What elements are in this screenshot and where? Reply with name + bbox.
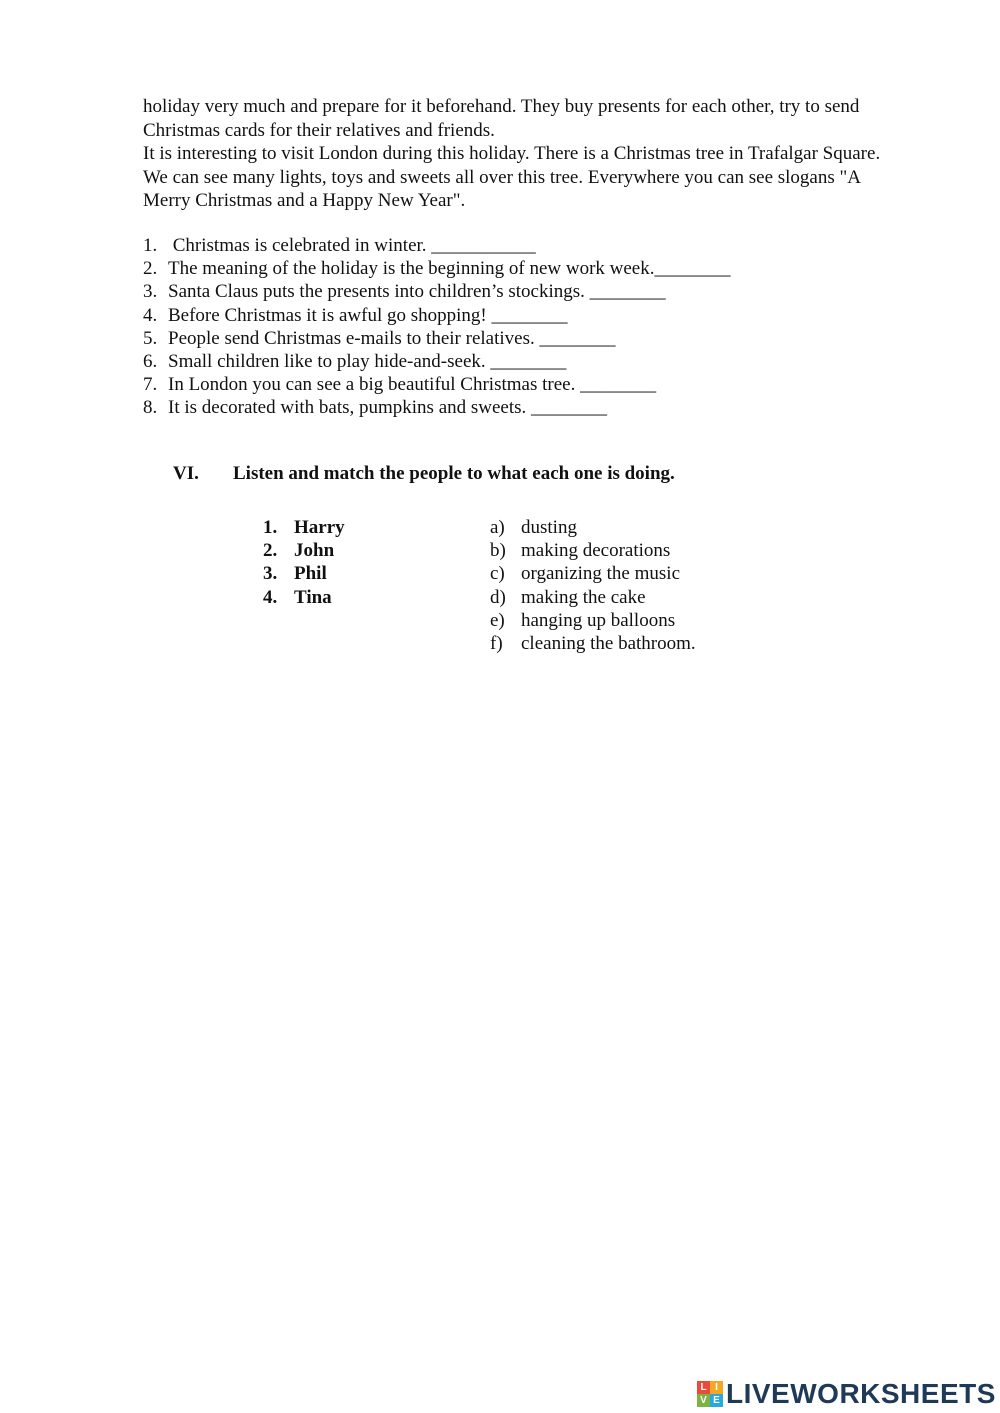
section-title: Listen and match the people to what each one is doing. [233, 463, 675, 484]
activity-letter: c) [490, 563, 505, 585]
statement-number: 6. [143, 351, 158, 373]
statement-number: 2. [143, 258, 158, 280]
liveworksheets-logo-icon [697, 1381, 723, 1407]
statement-text: People send Christmas e-mails to their relatives. ________ [168, 327, 616, 349]
statement-text: It is decorated with bats, pumpkins and sweets. ________ [168, 397, 608, 419]
activity-item [490, 562, 696, 585]
activity-letter: e) [490, 609, 505, 631]
passage-line: holiday very much and prepare for it beforehand. They buy presents for each other, try to send [143, 96, 860, 117]
logo-tile: L [697, 1381, 710, 1394]
person-item [263, 516, 345, 539]
activity-letter: d) [490, 586, 506, 608]
activity-text: organizing the music [521, 563, 681, 585]
statement-text: Santa Claus puts the presents into children’s stockings. ________ [168, 281, 666, 303]
person-item [263, 539, 345, 562]
activities-list [490, 516, 696, 655]
logo-tile: V [697, 1394, 710, 1407]
statement-text: Small children like to play hide-and-seek. ________ [168, 351, 567, 373]
passage-line: We can see many lights, toys and sweets all over this tree. Everywhere you can see slogans "A [143, 166, 861, 188]
people-list [263, 516, 345, 609]
activity-text: making decorations [521, 540, 671, 562]
activity-text: dusting [521, 517, 577, 538]
passage-line: Merry Christmas and a Happy New Year". [143, 190, 466, 211]
person-name: Phil [294, 563, 327, 585]
activity-item [490, 586, 696, 609]
statement-number: 1. [143, 235, 158, 256]
statement-number: 4. [143, 304, 158, 326]
person-number: 4. [263, 586, 278, 608]
activity-text: making the cake [521, 586, 646, 608]
statement-text: In London you can see a big beautiful Christmas tree. ________ [168, 374, 657, 396]
statement-item [143, 257, 923, 280]
statement-item [143, 280, 923, 303]
statement-item [143, 396, 923, 419]
activity-item [490, 609, 696, 632]
statement-item [143, 304, 923, 327]
section-vi-heading [173, 463, 675, 485]
person-name: John [294, 540, 335, 562]
person-name: Tina [294, 586, 332, 608]
true-false-statements [143, 234, 923, 420]
activity-text: cleaning the bathroom. [521, 633, 696, 655]
statement-text: Christmas is celebrated in winter. ___________ [168, 235, 536, 256]
statement-text: Before Christmas it is awful go shopping! ________ [168, 304, 568, 326]
logo-wordmark: LIVEWORKSHEETS [726, 1378, 996, 1409]
section-numeral: VI. [173, 463, 199, 484]
activity-letter: f) [490, 633, 503, 655]
statement-item [143, 327, 923, 350]
logo-tile: I [710, 1381, 723, 1394]
activity-text: hanging up balloons [521, 609, 676, 631]
statement-number: 8. [143, 397, 158, 419]
activity-letter: b) [490, 540, 506, 562]
passage-line: Christmas cards for their relatives and friends. [143, 119, 495, 141]
activity-item [490, 632, 696, 655]
person-item [263, 586, 345, 609]
liveworksheets-logo[interactable] [697, 1378, 996, 1410]
reading-passage [143, 95, 943, 213]
activity-letter: a) [490, 517, 505, 538]
person-item [263, 562, 345, 585]
statement-number: 7. [143, 374, 158, 396]
person-number: 2. [263, 540, 278, 562]
person-number: 3. [263, 563, 278, 585]
passage-line: It is interesting to visit London during this holiday. There is a Christmas tree in Trafalgar Square. [143, 143, 881, 164]
person-name: Harry [294, 517, 345, 538]
activity-item [490, 516, 696, 539]
statement-text: The meaning of the holiday is the beginning of new work week.________ [168, 258, 731, 280]
statement-item [143, 350, 923, 373]
statement-number: 5. [143, 327, 158, 349]
statement-number: 3. [143, 281, 158, 303]
statement-item [143, 373, 923, 396]
person-number: 1. [263, 517, 278, 538]
statement-item [143, 234, 923, 257]
logo-tile: E [710, 1394, 723, 1407]
activity-item [490, 539, 696, 562]
